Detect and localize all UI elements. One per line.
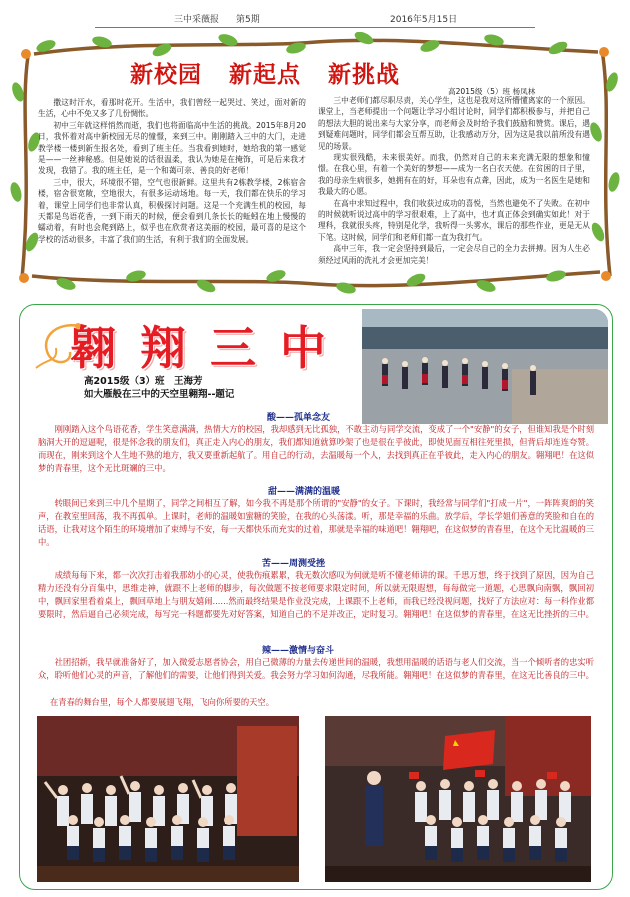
paragraph: 初中三年就这样悄然而逝，我们也将面临高中生活的挑战。2015年8月20日，我怀着对高中新校园无尽的憧憬，来到三中。刚刚踏入三中的大门，走进教学楼一楼到新生报名处，看到了班主任。当我看到她时，她给我的第一感觉是——一丝神秘感。但是她说的话很温柔，我认为她是在掩饰，可是后来我才发现，我错了。我的班主任，是一个和蔼可亲、善良的好老师！ bbox=[38, 120, 306, 176]
paper-name: 三中采薇报 bbox=[174, 15, 220, 25]
top-article-right-column bbox=[318, 95, 590, 267]
section-heading-sweet: 甜——满满的温暖 bbox=[268, 487, 341, 497]
stadium-photo bbox=[362, 309, 608, 424]
title-part-3: 新挑战 bbox=[328, 62, 401, 88]
choir-photo-right bbox=[325, 716, 591, 882]
paragraph: 高中三年，我一定会坚持到最后，一定会尽自己的全力去拼搏。因为人生必须经过风雨的洗礼才会更加完美！ bbox=[318, 244, 590, 265]
paragraph: 三中老师们都尽职尽责，关心学生，这也是我对这所懵懂离家的一个原因。课堂上，当老师提出一个问题让学习小组讨论时，同学们都积极参与，并把自己的想法大胆的说出来与大家分享，而老师会及时给予我们鼓励和赞赏。课后，遇到疑难问题时，同学们都会互帮互助，让我感动万分，因为这是我以前所没有遇见的场景。 bbox=[318, 96, 590, 151]
top-article-byline: 高2015级（5）班 杨凤林 bbox=[448, 87, 536, 96]
choir-photo-left bbox=[37, 716, 299, 882]
section-text-sour: 刚刚踏入这个鸟语花香，学生笑意满满，热情大方的校园，我却感到无比孤独，不敢主动与同学交流，变成了一个"安静"的女子，但谁知我是个时刻脑洞大开的逗逼呢，很是怀念我的朋友们，真正走入内心的朋友，我们都知道就算吵架了也是很在乎彼此，即使见面互相往死里损，但背后却连连夸赞。而现在，刚来到这个人生地不熟的地方，我又要重新起航了。用自己的行动，去温暖每一个人，去找到真正在乎彼此，走入内心的朋友。翱翔吧！在这似梦的青春里，这个无比斑斓的三中。 bbox=[38, 424, 594, 473]
section-heading-spicy: 辣——激情与奋斗 bbox=[262, 646, 335, 656]
top-article-title bbox=[130, 56, 418, 89]
section-text-spicy: 社团招新，我早就准备好了，加入微爱志愿者协会，用自己微薄的力量去传递世间的温暖，我想用温暖的话语与老人们交流，当一个倾听者的忠实听众，聆听他们心灵的声音，了解他们的需要，让他们得到关爱。我会努力学习如何沟通，尽我所能。翱翔吧！在这似梦的青春里，在这无比善良的三中。 bbox=[38, 657, 594, 680]
title-part-1: 新校园 bbox=[130, 62, 202, 88]
section-heading-bitter: 苦——周测受挫 bbox=[262, 559, 326, 569]
issue-number: 第5期 bbox=[236, 15, 260, 25]
lower-article-subtitle: 如大雁般在三中的天空里翱翔--题记 bbox=[84, 389, 235, 400]
title-part-2: 新起点 bbox=[229, 62, 302, 88]
paragraph: 在高中求知过程中，我们收获过成功的喜悦，当然也避免不了失败。在初中的时候就听说过高中的学习很艰难，上了高中，也才真正体会到确实如此！对于理科，我就很头疼，特别是化学，我听得一头雾水，课后的那些作业，更是无从下笔。这时候，同学们和老师们都一直为我打气。 bbox=[318, 198, 590, 242]
section-heading-sour: 酸——孤单念友 bbox=[267, 413, 331, 423]
paragraph: 现实很残酷，未来很美好。而我，仍然对自己的未来充满无限的想象和憧憬。在我心里，有着一个美好的梦想——成为一名白衣天使。在贫困的日子里，我的母亲生病很多，她拥有在的好，耳朵也有点聋，因此，成为一名医生是她和我最大的心愿。 bbox=[318, 153, 590, 197]
section-text-bitter: 成绩每每下来，都一次次打击着我那幼小的心灵，使我伤痕累累，我无数次感叹为何就是听不懂老师讲的课。千思万想，终于找到了原因，因为自己精力还没有分百集中，思维走神，就跟不上老师的脚步，每次做题不按老师要求限定时间，所以就无限遐想，每每做完一道题，心思飘向南飘，飘回初中，飘回家里看着桌上，飘回草地上与朋友嬉闹......然而最终结果是作业没完成，上课跟不上老师，而我已经没视问题，找好了方法应对：每一科作业都要限时，然后逼自己必须完成，每写完一科题都要先对好答案，知道自己的不足并改正，定时复习。翱翔吧！在这似梦的青春里，在这无比挫折的三中。 bbox=[38, 570, 594, 619]
top-article-left-column bbox=[38, 97, 306, 267]
closing-sentence: 在青春的舞台里，每个人都要展翅飞翔，飞向你所要的天空。 bbox=[50, 697, 275, 707]
header-rule bbox=[95, 27, 535, 28]
issue-date: 2016年5月15日 bbox=[390, 15, 458, 25]
newspaper-header bbox=[0, 12, 630, 28]
lower-article-byline: 高2015级（3）班 王海芳 bbox=[84, 376, 203, 387]
lower-article-title: 翱翔三中 bbox=[70, 321, 350, 375]
paragraph: 三中，很大，环境很不错，空气也很新鲜。这里共有2栋教学楼，2栋宿舍楼，宿舍很宽敞，空地很大，有很多运动场地。每一天，我们都在快乐的学习着，课堂上同学们也非常认真，积极探讨问题。这是一个充满生机的校园，每天都是鸟语花香，一到下雨天的时候，便会看到几条长长的蚯蚓在地上慢慢的蠕动着，有时也会爬到路上，似乎也在欣赏者这美丽的校园，最可喜的是这个学校的活动很多，丰富了我们的生活，有利于我们的全面发展。 bbox=[38, 177, 306, 244]
section-text-sweet: 转眼间已来到三中几个星期了，同学之间相互了解，如今我不再是那个所谓的"安静"的女子。下课时，我经常与同学们"打成一片"，一阵阵爽朗的笑声，在教室里回荡，我不再孤单。上课时，老师的温暖如蜜糖的笑脸，在我的心头荡漾。听，那是幸福的乐曲。放学后，学长学姐们善意的笑脸和自在的话语，让我对这个陌生的环境增加了束缚与不安，每一天都快乐而充实的过着，那就是幸福的味道吧！翱翔吧，在这似梦的青春里，在这个无比温暖的三中。 bbox=[38, 498, 594, 547]
paragraph: 撒这时汗水，看那时花开。生活中，我们曾经一起哭过、笑过，面对新的生活，心中不免又多了几份惆怅。 bbox=[38, 98, 306, 119]
